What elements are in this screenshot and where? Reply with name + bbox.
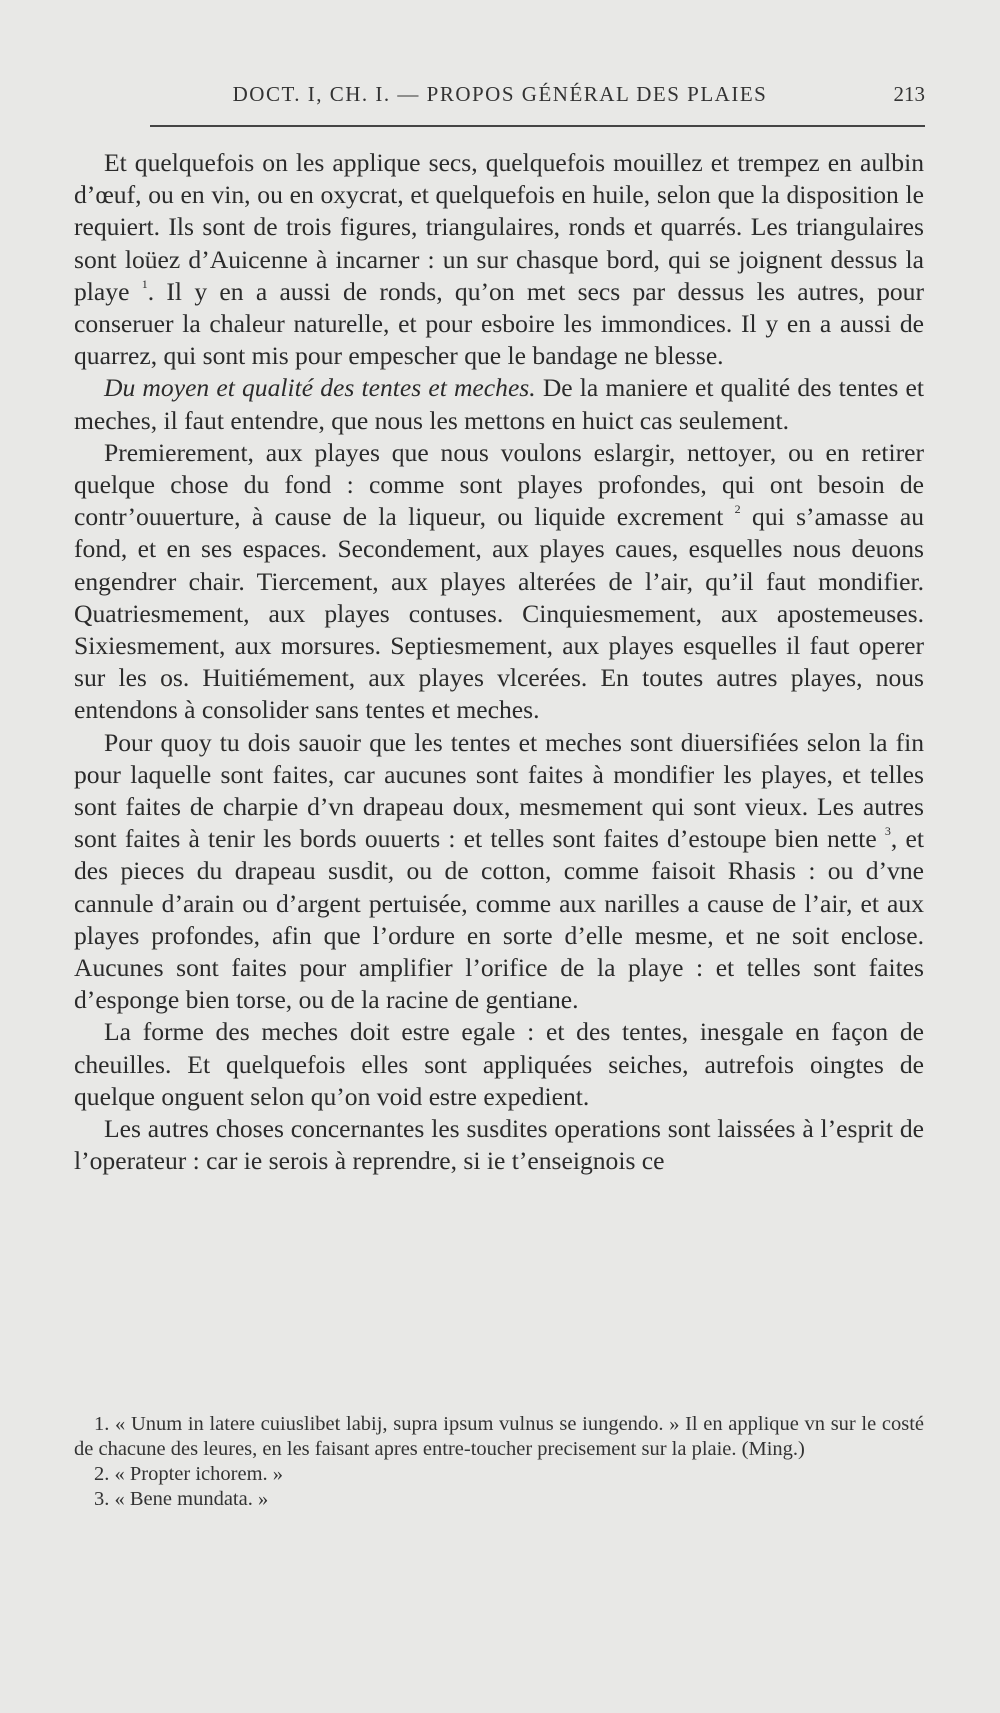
paragraph-4-text: Pour quoy tu dois sauoir que les tentes et meches sont diuersifiées selon la fin pour laquelle sont faites, car aucunes sont faites à mondifier les playes, et telles sont faites de charpie d’vn drapeau doux, mesmement qui sont vieux. Les autres sont faites à tenir les bords ouuerts : et telles sont faites d’estoupe bien nette <box>74 727 924 854</box>
paragraph-2-text: De la maniere et qualité des tentes et meches, il faut entendre, que nous les mettons en huict cas seulement. <box>74 373 924 435</box>
section-heading: Du moyen et qualité des tentes et meches. <box>104 373 536 403</box>
footnote-ref-1: 1 <box>141 276 148 291</box>
footnote-ref-3: 3 <box>884 824 891 839</box>
paragraph-2 <box>74 372 924 436</box>
footnotes <box>74 1412 924 1512</box>
page-header <box>75 82 925 122</box>
paragraph-1-after: . Il y en a aussi de ronds, qu’on met secs par dessus les autres, pour conseruer la chaleur naturelle, et pour esboire les immondices. Il y en a aussi de quarrez, qui sont mis pour empescher que le bandage ne blesse. <box>74 276 924 371</box>
paragraph-3 <box>74 437 924 727</box>
header-rule <box>150 125 925 127</box>
paragraph-3-text: Premierement, aux playes que nous voulons eslargir, nettoyer, ou en retirer quelque chose du fond : comme sont playes profondes, qui ont besoin de contr’ouuerture, à cause de la liqueur, ou liquide excrement <box>74 437 924 532</box>
paragraph-6 <box>74 1113 924 1177</box>
paragraph-4-after: , et des pieces du drapeau susdit, ou de cotton, comme faisoit Rhasis : ou d’vne cannule d’arain ou d’argent pertuisée, comme aux narilles a cause de l’air, et aux playes profondes, afin que l’ordure en sorte d’elle mesme, et ne soit enclose. Aucunes sont faites pour amplifier l’orifice de la playe : et telles sont faites d’esponge bien torse, ou de la racine de gentiane. <box>74 824 924 1015</box>
footnote-2: 2. « Propter ichorem. » <box>94 1463 284 1485</box>
paragraph-5 <box>74 1016 924 1113</box>
paragraph-1-text: Et quelquefois on les applique secs, quelquefois mouillez et trempez en aulbin d’œuf, ou en vin, ou en oxycrat, et quelquefois en huile, selon que la disposition le requiert. Ils sont de trois figures, triangulaires, ronds et quarrés. Les triangulaires sont loüez d’Auicenne à incarner : un sur chasque bord, qui se joignent dessus la playe <box>74 148 924 306</box>
paragraph-5-text: La forme des meches doit estre egale : et des tentes, inesgale en façon de cheuilles. Et quelquefois elles sont appliquées seiches, autrefois oingtes de quelque onguent selon qu’on void estre expedient. <box>74 1017 924 1111</box>
footnote-3: 3. « Bene mundata. » <box>94 1488 269 1510</box>
body-text <box>74 147 924 1178</box>
paragraph-4 <box>74 727 924 1017</box>
page-number: 213 <box>893 82 925 106</box>
paragraph-3-after: qui s’amasse au fond, et en ses espaces. Secondement, aux playes caues, esquelles nous deuons engendrer chair. Tiercement, aux playes alterées de l’air, qu’il faut mondifier. Quatriesmement, aux playes contuses. Cinquiesmement, aux apostemeuses. Sixiesmement, aux morsures. Septiesmement, aux playes esquelles il faut operer sur les os. Huitiémement, aux playes vlcerées. En toutes autres playes, nous entendons à consolider sans tentes et meches. <box>74 502 924 725</box>
paragraph-1 <box>74 147 924 372</box>
running-head: DOCT. I, CH. I. — PROPOS GÉNÉRAL DES PLAIES <box>232 82 768 106</box>
footnote-ref-2: 2 <box>734 502 741 517</box>
paragraph-6-text: Les autres choses concernantes les susdites operations sont laissées à l’esprit de l’operateur : car ie serois à reprendre, si ie t’enseignois ce <box>74 1114 924 1176</box>
footnote-1: 1. « Unum in latere cuiuslibet labij, supra ipsum vulnus se iungendo. » Il en applique vn sur le costé de chacune des leures, en les faisant apres entre-toucher precisement sur la plaie. (Ming.) <box>74 1413 924 1460</box>
